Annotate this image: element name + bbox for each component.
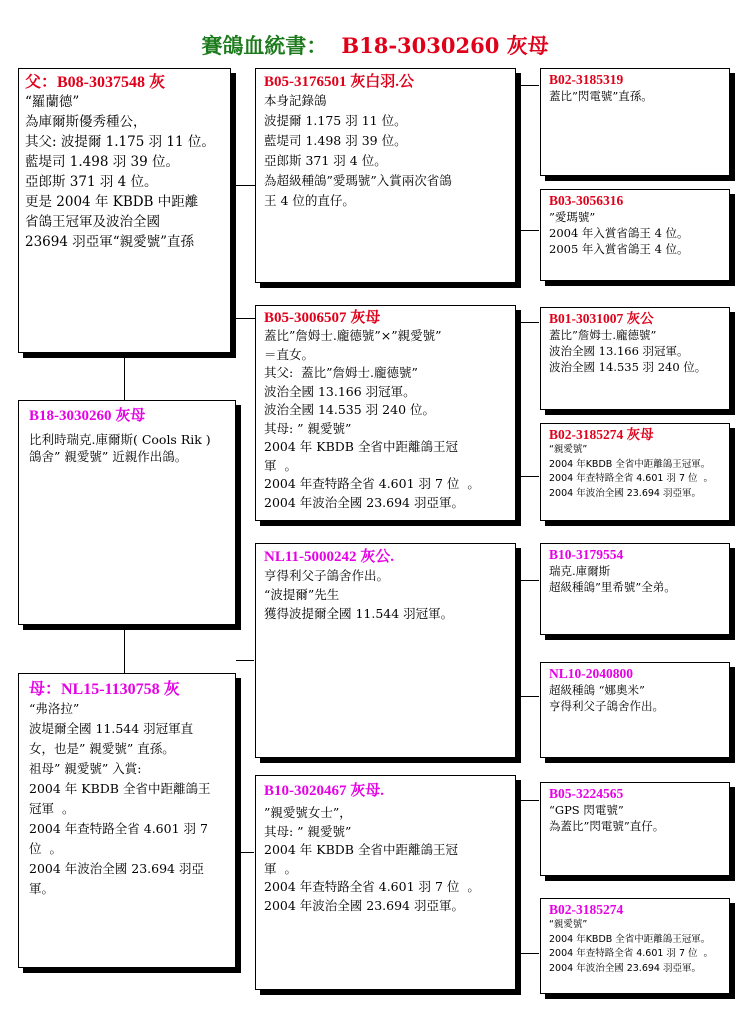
ff-line: 為超級種鴿”愛瑪號”入賞兩次省鴿: [264, 173, 452, 188]
fm-line: 軍 。: [264, 457, 297, 473]
connector-mother-mm: [236, 852, 254, 853]
title-main: 賽鴿血統書：: [201, 33, 328, 58]
father-line: 更是 2004 年 KBDB 中距離: [25, 194, 199, 211]
ffm-header: B03-3056316: [549, 193, 624, 208]
fm-line: 其母: ” 親愛號”: [264, 420, 352, 436]
fmm-line: 2004 年KBDB 全省中距離鴿王冠軍。: [549, 458, 711, 470]
mm-line: 軍 。: [264, 860, 297, 876]
fff-header: B02-3185319: [549, 72, 624, 87]
fm-line: 蓋比”詹姆士.龐德號”×”親愛號”: [264, 328, 442, 343]
fm-line: ＝直女。: [264, 346, 315, 362]
mm-box: [255, 775, 516, 990]
mother-line: “弗洛拉”: [29, 701, 80, 717]
mff-line: 瑞克.庫爾斯: [549, 564, 611, 579]
mmm-line: 2004 年查特路全省 4.601 羽 7 位 。: [549, 948, 714, 960]
fmm-header: B02-3185274 灰母: [549, 427, 654, 442]
mother-line: 女，也是” 親愛號” 直孫。: [29, 741, 175, 757]
mmf-box: [540, 782, 730, 876]
father-line: 省鴿王冠軍及波治全國: [25, 214, 160, 231]
fff-line: 蓋比”閃電號”直孫。: [549, 89, 653, 104]
mmm-line: 2004 年波治全國 23.694 羽亞軍。: [549, 962, 701, 974]
fmf-lines: [549, 327, 721, 375]
subject-box: [18, 400, 236, 625]
fmf-line: 蓋比”詹姆士.龐德號”: [549, 328, 657, 343]
connector-mm-mmf: [515, 800, 539, 801]
subject-header: B18-3030260 灰母: [29, 408, 146, 424]
mm-line: ”親愛號女士”，: [264, 805, 352, 820]
fmf-header: B01-3031007 灰公: [549, 311, 654, 326]
father-line: 亞郎斯 371 羽 4 位。: [25, 174, 158, 191]
ffm-line: 2005 年入賞省鴿王 4 位。: [549, 242, 689, 257]
father-line: 23694 羽亞軍“親愛號”直孫: [25, 234, 195, 251]
fm-line: 2004 年 KBDB 全省中距離鴿王冠: [264, 439, 458, 454]
fff-box: [540, 68, 730, 176]
ff-line: 藍堤司 1.498 羽 39 位。: [264, 133, 407, 148]
connector-father-subject: [124, 352, 125, 400]
mother-line: 2004 年 KBDB 全省中距離鴿王: [29, 781, 211, 797]
fm-lines: [264, 327, 507, 512]
connector-mf-mff: [515, 580, 539, 581]
connector-fm-fmm: [515, 476, 539, 477]
connector-ff-fff: [515, 85, 539, 86]
fmf-line: 波治全國 13.166 羽冠軍。: [549, 344, 689, 359]
mm-line: 其母: ” 親愛號”: [264, 823, 352, 839]
mother-lines: [29, 699, 225, 899]
father-box: [18, 68, 231, 353]
mmf-line: “GPS 閃電號”: [549, 803, 624, 818]
connector-subject-mother: [124, 625, 125, 673]
mmm-line: “親愛號”: [549, 919, 588, 931]
fmm-line: 2004 年查特路全省 4.601 羽 7 位 。: [549, 473, 714, 485]
subject-line: 比利時瑞克.庫爾斯( Cools Rik ): [29, 432, 211, 447]
connector-ff-ffm: [515, 230, 539, 231]
mff-header: B10-3179554: [549, 547, 624, 562]
mmf-lines: [549, 802, 721, 834]
father-line: 藍堤司 1.498 羽 39 位。: [25, 154, 179, 171]
mother-line: 2004 年波治全國 23.694 羽亞: [29, 861, 204, 877]
mother-line: 2004 年查特路全省 4.601 羽 7: [29, 821, 208, 837]
mother-line: 位 。: [29, 841, 62, 857]
mm-line: 2004 年 KBDB 全省中距離鴿王冠: [264, 842, 458, 857]
connector-father-ff: [230, 185, 255, 186]
mmm-box: [540, 898, 730, 994]
father-header: 父：B08-3037548 灰: [25, 74, 166, 91]
title-id: B18-3030260 灰母: [341, 33, 549, 58]
connector-mf-mfm: [515, 696, 539, 697]
fm-line: 波治全國 14.535 羽 240 位。: [264, 402, 435, 417]
father-line: 其父: 波提爾 1.175 羽 11 位。: [25, 134, 215, 151]
mf-box: [255, 543, 516, 758]
mfm-lines: [549, 682, 721, 714]
mfm-header: NL10-2040800: [549, 666, 633, 681]
mother-box: [18, 673, 236, 968]
mother-line: 祖母” 親愛號” 入賞:: [29, 761, 142, 777]
mff-line: 超級種鴿”里希號”全弟。: [549, 580, 676, 595]
mm-line: 2004 年查特路全省 4.601 羽 7 位 。: [264, 879, 480, 894]
fm-line: 波治全國 13.166 羽冠軍。: [264, 383, 416, 399]
mmf-line: 為蓋比”閃電號”直仔。: [549, 819, 665, 834]
mmm-line: 2004 年KBDB 全省中距離鴿王冠軍。: [549, 933, 711, 945]
fm-box: [255, 305, 516, 521]
father-line: 為庫爾斯優秀種公，: [25, 114, 147, 131]
ffm-line: ”愛瑪號”: [549, 210, 596, 225]
fmf-box: [540, 307, 730, 410]
fmm-line: “親愛號”: [549, 444, 588, 456]
ff-line: 王 4 位的直仔。: [264, 193, 355, 208]
ff-box: [255, 68, 516, 283]
mf-line: 亨得利父子鴿舍作出。: [264, 568, 390, 583]
mother-line: 波堤爾全國 11.544 羽冠軍直: [29, 721, 194, 737]
mff-box: [540, 543, 730, 635]
mfm-line: 超級種鴿 “娜奧米”: [549, 683, 645, 698]
subject-lines: [29, 431, 225, 465]
mff-lines: [549, 563, 721, 595]
fff-lines: [549, 88, 721, 104]
ffm-box: [540, 189, 730, 281]
fm-line: 2004 年波治全國 23.694 羽亞軍。: [264, 494, 464, 510]
ff-line: 亞郎斯 371 羽 4 位。: [264, 153, 387, 168]
mmm-header: B02-3185274: [549, 902, 624, 917]
father-line: “羅蘭德”: [25, 94, 80, 111]
mfm-box: [540, 662, 730, 758]
mmf-header: B05-3224565: [549, 786, 624, 801]
fm-line: 2004 年查特路全省 4.601 羽 7 位 。: [264, 476, 480, 491]
mother-line: 冠軍 。: [29, 801, 75, 817]
ff-header: B05-3176501 灰白羽.公: [264, 74, 415, 90]
mf-header: NL11-5000242 灰公.: [264, 549, 395, 565]
father-lines: [25, 92, 224, 252]
fmm-lines: [549, 443, 721, 501]
connector-mm-mmm: [515, 953, 539, 954]
mm-lines: [264, 804, 507, 915]
mother-line: 軍。: [29, 881, 55, 897]
mf-line: “波提爾”先生: [264, 587, 340, 602]
fm-header: B05-3006507 灰母: [264, 310, 381, 326]
ff-line: 本身記錄鴿: [264, 93, 327, 108]
ff-lines: [264, 91, 507, 211]
fmm-box: [540, 423, 730, 521]
mf-lines: [264, 566, 507, 623]
mfm-line: 亨得利父子鴿舍作出。: [549, 699, 664, 714]
fmm-line: 2004 年波治全國 23.694 羽亞軍。: [549, 487, 701, 499]
mm-line: 2004 年波治全國 23.694 羽亞軍。: [264, 897, 464, 913]
mm-header: B10-3020467 灰母.: [264, 783, 385, 799]
page-title: [0, 30, 750, 60]
connector-fm-fmf: [515, 322, 539, 323]
fm-line: 其父: 蓋比”詹姆士.龐德號”: [264, 365, 418, 380]
ff-line: 波提爾 1.175 羽 11 位。: [264, 113, 407, 128]
mmm-lines: [549, 918, 721, 976]
ffm-line: 2004 年入賞省鴿王 4 位。: [549, 226, 689, 241]
mother-header: 母：NL15-1130758 灰: [29, 681, 180, 698]
connector-mother-mf: [236, 660, 254, 661]
subject-line: 鴿舍” 親愛號” 近親作出鴿。: [29, 449, 188, 464]
fmf-line: 波治全國 14.535 羽 240 位。: [549, 360, 707, 375]
ffm-lines: [549, 209, 721, 257]
connector-father-fm: [230, 318, 255, 319]
mf-line: 獲得波提爾全國 11.544 羽冠軍。: [264, 606, 454, 621]
